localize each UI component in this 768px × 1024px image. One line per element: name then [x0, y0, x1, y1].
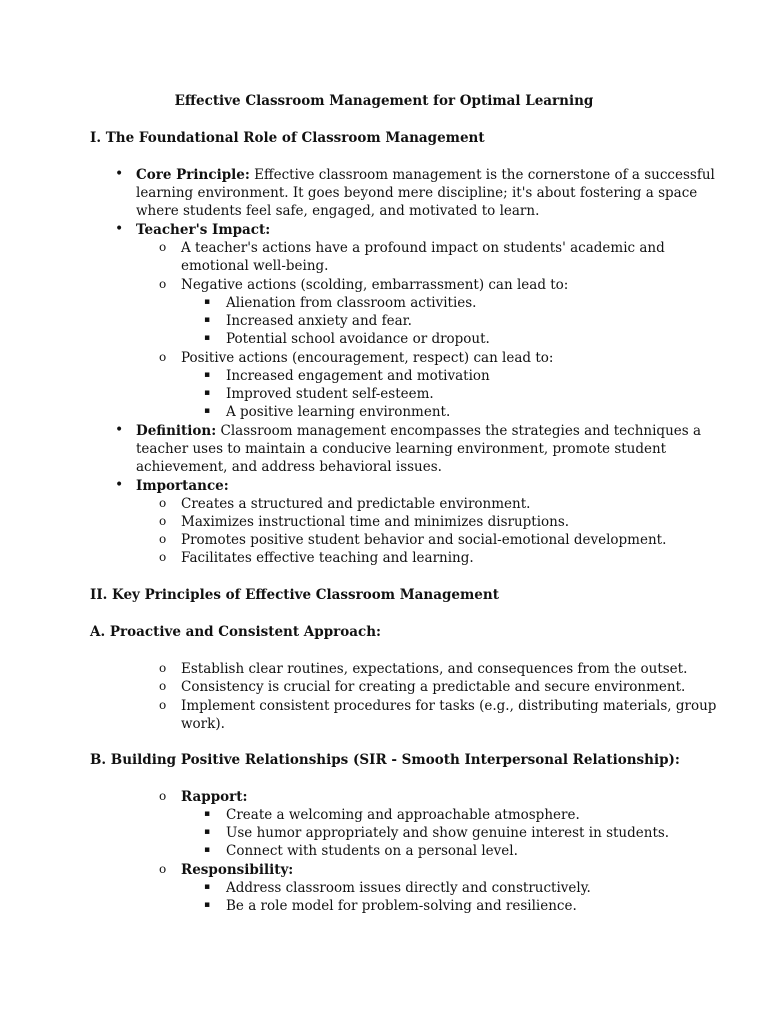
core-principle-label: Core Principle: — [136, 167, 250, 183]
bullet-circle: o — [159, 514, 167, 528]
approach-item-2: Consistency is crucial for creating a predictable and secure environment. — [181, 679, 686, 695]
core-principle-line-1 — [136, 166, 715, 184]
bullet-square: ▪ — [204, 406, 211, 416]
responsibility-label: Responsibility: — [181, 862, 294, 878]
positive-item-1: Increased engagement and motivation — [226, 368, 490, 384]
bullet-square: ▪ — [204, 827, 211, 837]
approach-item-3: Implement consistent procedures for tasks (e.g., distributing materials, group — [181, 698, 717, 714]
core-principle-line-3: where students feel safe, engaged, and motivated to learn. — [136, 203, 540, 219]
bullet-square: ▪ — [204, 809, 211, 819]
bullet-circle: o — [159, 862, 167, 876]
document-title: Effective Classroom Management for Optimal Learning — [174, 93, 594, 109]
definition-text: Classroom management encompasses the strategies and techniques a — [216, 423, 702, 439]
bullet-circle: o — [159, 496, 167, 510]
impact-negative: Negative actions (scolding, embarrassment) can lead to: — [181, 277, 569, 293]
bullet-circle: o — [159, 679, 167, 693]
importance-item-1: Creates a structured and predictable environment. — [181, 496, 531, 512]
definition-line-1 — [136, 422, 701, 440]
section-1-heading: I. The Foundational Role of Classroom Management — [90, 130, 485, 146]
approach-item-1: Establish clear routines, expectations, and consequences from the outset. — [181, 661, 688, 677]
rapport-label: Rapport: — [181, 789, 248, 805]
bullet-square: ▪ — [204, 388, 211, 398]
core-principle-line-2: learning environment. It goes beyond mere discipline; it's about fostering a space — [136, 185, 698, 201]
impact-sub1-line-2: emotional well-being. — [181, 258, 329, 274]
importance-label: Importance: — [136, 478, 229, 494]
bullet-dot: • — [115, 166, 124, 182]
rapport-item-2: Use humor appropriately and show genuine interest in students. — [226, 825, 670, 841]
bullet-circle: o — [159, 532, 167, 546]
rapport-item-3: Connect with students on a personal level. — [226, 843, 518, 859]
bullet-dot: • — [115, 477, 124, 493]
negative-item-3: Potential school avoidance or dropout. — [226, 331, 490, 347]
rapport-item-1: Create a welcoming and approachable atmosphere. — [226, 807, 580, 823]
definition-line-3: achievement, and address behavioral issues. — [136, 459, 442, 475]
importance-item-3: Promotes positive student behavior and social-emotional development. — [181, 532, 667, 548]
section-2-heading: II. Key Principles of Effective Classroom Management — [90, 587, 499, 603]
bullet-dot: • — [115, 221, 124, 237]
bullet-square: ▪ — [204, 315, 211, 325]
importance-item-2: Maximizes instructional time and minimizes disruptions. — [181, 514, 570, 530]
core-principle-text: Effective classroom management is the cornerstone of a successful — [249, 167, 715, 183]
responsibility-item-2: Be a role model for problem-solving and resilience. — [226, 898, 577, 914]
impact-positive: Positive actions (encouragement, respect) can lead to: — [181, 350, 554, 366]
approach-item-3-cont: work). — [181, 716, 225, 732]
teachers-impact-label: Teacher's Impact: — [136, 222, 271, 238]
bullet-circle: o — [159, 698, 167, 712]
bullet-circle: o — [159, 277, 167, 291]
definition-label: Definition: — [136, 423, 217, 439]
bullet-square: ▪ — [204, 297, 211, 307]
positive-item-3: A positive learning environment. — [226, 404, 451, 420]
responsibility-item-1: Address classroom issues directly and constructively. — [226, 880, 591, 896]
bullet-square: ▪ — [204, 882, 211, 892]
impact-sub1-line-1: A teacher's actions have a profound impact on students' academic and — [181, 240, 665, 256]
subsection-b-heading: B. Building Positive Relationships (SIR - Smooth Interpersonal Relationship): — [90, 752, 680, 768]
bullet-square: ▪ — [204, 900, 211, 910]
negative-item-2: Increased anxiety and fear. — [226, 313, 412, 329]
bullet-square: ▪ — [204, 370, 211, 380]
importance-item-4: Facilitates effective teaching and learning. — [181, 550, 474, 566]
bullet-circle: o — [159, 550, 167, 564]
bullet-circle: o — [159, 350, 167, 364]
subsection-a-heading: A. Proactive and Consistent Approach: — [90, 624, 382, 640]
bullet-circle: o — [159, 661, 167, 675]
bullet-circle: o — [159, 789, 167, 803]
bullet-dot: • — [115, 422, 124, 438]
bullet-circle: o — [159, 240, 167, 254]
bullet-square: ▪ — [204, 845, 211, 855]
negative-item-1: Alienation from classroom activities. — [226, 295, 477, 311]
definition-line-2: teacher uses to maintain a conducive learning environment, promote student — [136, 441, 667, 457]
positive-item-2: Improved student self-esteem. — [226, 386, 434, 402]
bullet-square: ▪ — [204, 333, 211, 343]
